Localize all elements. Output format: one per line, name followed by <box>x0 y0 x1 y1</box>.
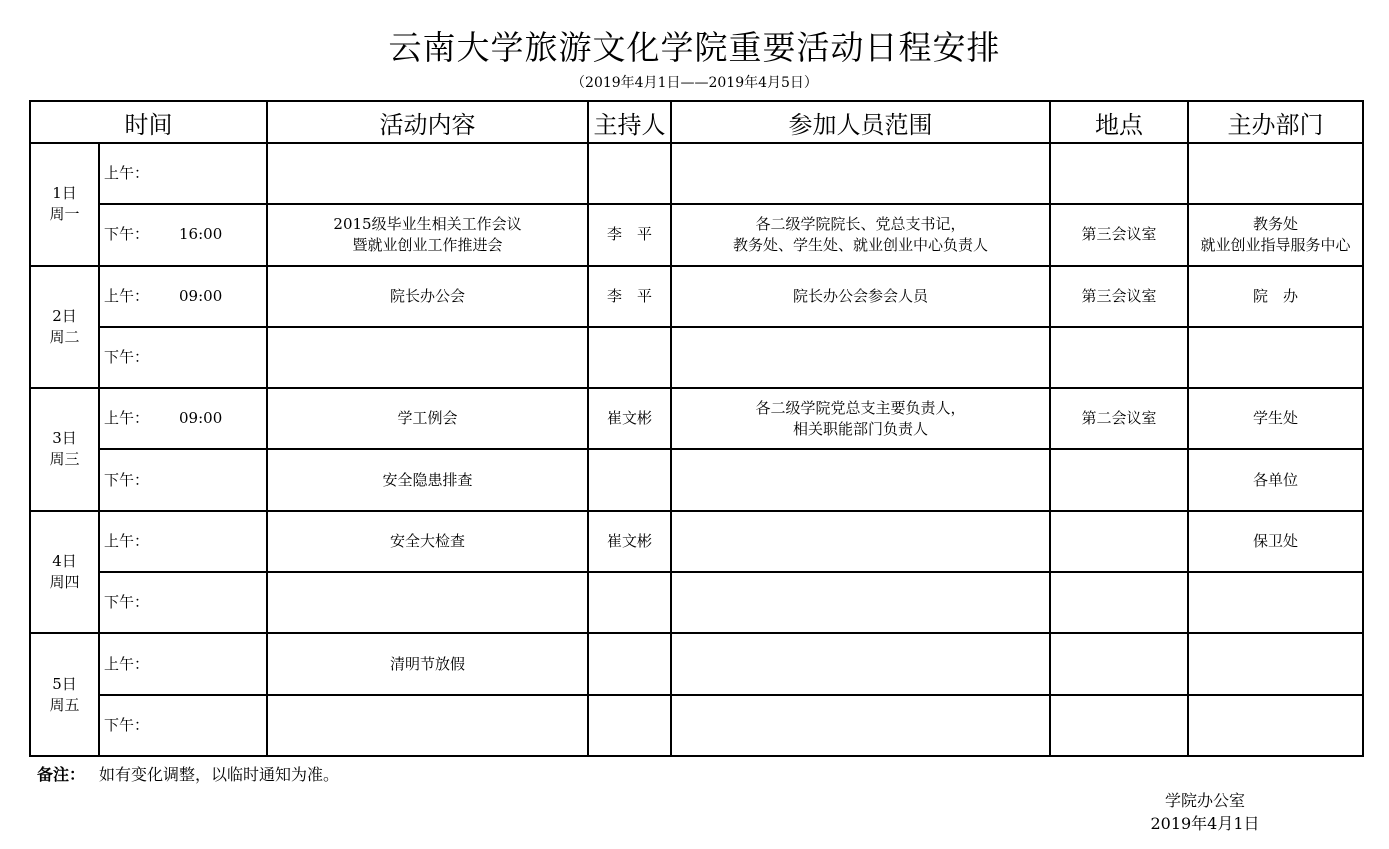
cell-participants <box>671 511 1050 572</box>
session-time-cell <box>99 695 267 756</box>
cell-organizer: 保卫处 <box>1188 511 1363 572</box>
session-time-cell <box>99 449 267 510</box>
session-period: 上午： <box>104 409 150 428</box>
cell-host <box>588 327 671 388</box>
day-cell <box>30 266 99 389</box>
session-period: 上午： <box>104 164 150 183</box>
table-row <box>30 511 1363 572</box>
session-period: 下午： <box>104 593 150 612</box>
header-organizer: 主办部门 <box>1188 101 1363 143</box>
cell-organizer <box>1188 633 1363 694</box>
table-row <box>30 143 1363 204</box>
cell-activity: 2015级毕业生相关工作会议 暨就业创业工作推进会 <box>267 204 588 265</box>
cell-organizer: 学生处 <box>1188 388 1363 449</box>
cell-host <box>588 449 671 510</box>
session-time-cell <box>99 266 267 327</box>
header-activity: 活动内容 <box>267 101 588 143</box>
cell-host <box>588 695 671 756</box>
session-time-cell <box>99 633 267 694</box>
session-period: 下午： <box>104 470 150 489</box>
cell-activity: 安全隐患排查 <box>267 449 588 510</box>
remarks-label: 备注： <box>37 765 86 784</box>
signature-office: 学院办公室 <box>1164 791 1245 810</box>
cell-location <box>1050 327 1188 388</box>
day-weekday: 周三 <box>49 450 80 469</box>
table-row <box>30 633 1363 694</box>
day-date: 1日 <box>52 184 77 203</box>
cell-participants <box>671 572 1050 633</box>
day-date: 4日 <box>52 552 77 571</box>
document-title: 云南大学旅游文化学院重要活动日程安排 <box>388 28 1001 67</box>
cell-organizer: 教务处 就业创业指导服务中心 <box>1188 204 1363 265</box>
cell-location <box>1050 511 1188 572</box>
cell-host: 李 平 <box>588 204 671 265</box>
cell-location <box>1050 143 1188 204</box>
header-time: 时间 <box>30 101 267 143</box>
cell-host: 崔文彬 <box>588 388 671 449</box>
cell-location <box>1050 572 1188 633</box>
cell-organizer <box>1188 327 1363 388</box>
header-participants: 参加人员范围 <box>671 101 1050 143</box>
session-period: 上午： <box>104 531 150 550</box>
cell-activity <box>267 572 588 633</box>
session-time-cell <box>99 327 267 388</box>
cell-organizer <box>1188 143 1363 204</box>
cell-activity: 院长办公会 <box>267 266 588 327</box>
cell-location: 第三会议室 <box>1050 266 1188 327</box>
cell-participants <box>671 327 1050 388</box>
day-date: 3日 <box>52 429 77 448</box>
cell-activity: 清明节放假 <box>267 633 588 694</box>
cell-activity: 学工例会 <box>267 388 588 449</box>
cell-participants <box>671 633 1050 694</box>
table-row <box>30 695 1363 756</box>
cell-participants <box>671 695 1050 756</box>
cell-organizer: 各单位 <box>1188 449 1363 510</box>
cell-host <box>588 143 671 204</box>
session-time-cell <box>99 572 267 633</box>
cell-location <box>1050 633 1188 694</box>
session-time-cell <box>99 143 267 204</box>
session-period: 下午： <box>104 715 150 734</box>
session-time-cell <box>99 388 267 449</box>
cell-activity <box>267 327 588 388</box>
signature-date: 2019年4月1日 <box>1150 814 1260 833</box>
session-period: 下午： <box>104 348 150 367</box>
cell-participants: 各二级学院院长、党总支书记， 教务处、学生处、就业创业中心负责人 <box>671 204 1050 265</box>
schedule-body <box>30 143 1363 756</box>
cell-host: 崔文彬 <box>588 511 671 572</box>
cell-location <box>1050 695 1188 756</box>
day-cell <box>30 143 99 266</box>
day-date: 2日 <box>52 306 77 325</box>
day-weekday: 周五 <box>49 695 80 714</box>
cell-host: 李 平 <box>588 266 671 327</box>
signature-block <box>1140 789 1270 835</box>
header-host: 主持人 <box>588 101 671 143</box>
remarks <box>37 762 339 785</box>
table-row <box>30 204 1363 265</box>
table-row <box>30 266 1363 327</box>
cell-participants: 院长办公会参会人员 <box>671 266 1050 327</box>
header-row <box>30 101 1363 143</box>
day-weekday: 周二 <box>49 327 80 346</box>
session-period: 上午： <box>104 654 150 673</box>
cell-activity: 安全大检查 <box>267 511 588 572</box>
day-weekday: 周四 <box>49 573 80 592</box>
table-row <box>30 449 1363 510</box>
cell-organizer: 院 办 <box>1188 266 1363 327</box>
cell-host <box>588 572 671 633</box>
day-cell <box>30 388 99 511</box>
day-cell <box>30 633 99 756</box>
session-clock: 09:00 <box>179 286 223 305</box>
cell-organizer <box>1188 572 1363 633</box>
session-time-cell <box>99 511 267 572</box>
session-period: 下午： <box>104 225 150 244</box>
header-location: 地点 <box>1050 101 1188 143</box>
schedule-table <box>29 100 1364 757</box>
session-clock: 09:00 <box>179 409 223 428</box>
cell-location: 第三会议室 <box>1050 204 1188 265</box>
cell-location: 第二会议室 <box>1050 388 1188 449</box>
remarks-text: 如有变化调整，以临时通知为准。 <box>99 765 340 784</box>
cell-activity <box>267 695 588 756</box>
table-row <box>30 327 1363 388</box>
session-period: 上午： <box>104 286 150 305</box>
session-time-cell <box>99 204 267 265</box>
cell-participants <box>671 143 1050 204</box>
session-clock: 16:00 <box>179 225 223 244</box>
table-row <box>30 572 1363 633</box>
date-range-subtitle: （2019年4月1日——2019年4月5日） <box>571 75 818 91</box>
cell-participants: 各二级学院党总支主要负责人， 相关职能部门负责人 <box>671 388 1050 449</box>
day-weekday: 周一 <box>49 205 80 224</box>
cell-host <box>588 633 671 694</box>
day-date: 5日 <box>52 674 77 693</box>
table-row <box>30 388 1363 449</box>
cell-participants <box>671 449 1050 510</box>
cell-location <box>1050 449 1188 510</box>
cell-organizer <box>1188 695 1363 756</box>
day-cell <box>30 511 99 634</box>
cell-activity <box>267 143 588 204</box>
